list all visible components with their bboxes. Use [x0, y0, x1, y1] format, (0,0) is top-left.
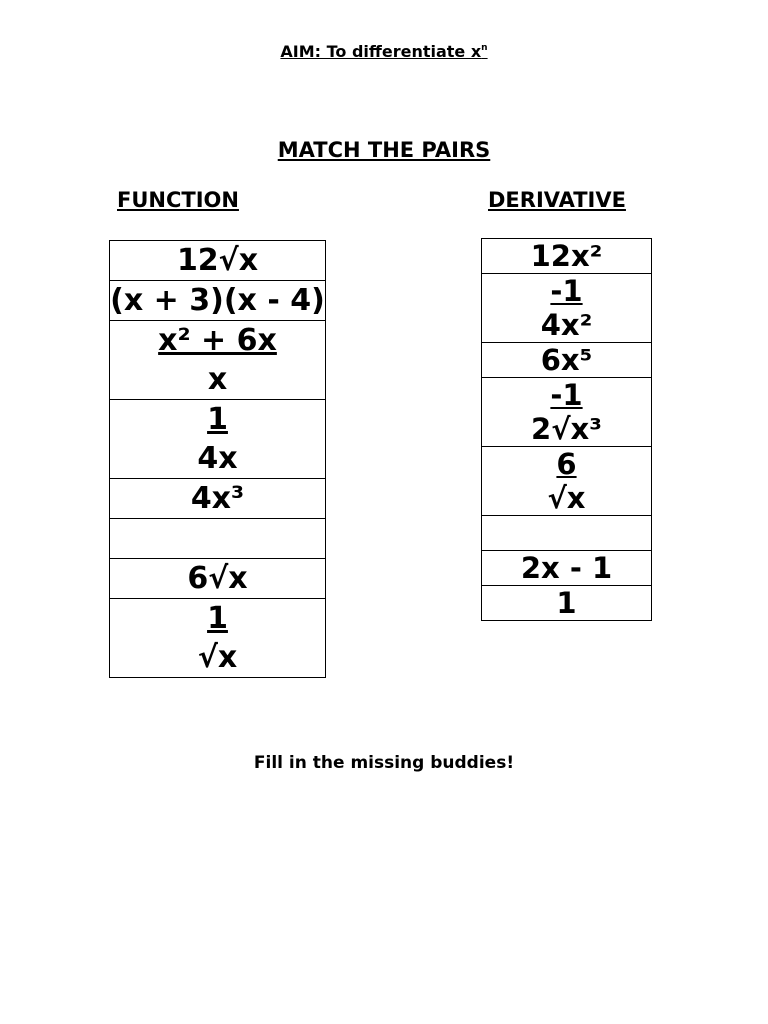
aim-superscript: n	[481, 43, 488, 53]
function-column-heading: FUNCTION	[117, 188, 239, 212]
derivative-denominator: √x	[547, 481, 586, 515]
function-row	[110, 519, 326, 559]
derivative-cell	[482, 586, 652, 621]
derivative-cell	[482, 343, 652, 378]
derivative-text: 2x - 1	[520, 551, 613, 585]
derivative-text: 6x⁵	[540, 343, 593, 377]
derivative-text: 1	[556, 586, 577, 620]
function-denominator: 4x	[197, 441, 238, 476]
function-cell	[110, 281, 326, 321]
derivative-cell	[482, 274, 652, 343]
function-row	[110, 599, 326, 678]
function-table	[109, 240, 326, 678]
derivative-table	[481, 238, 652, 621]
function-cell	[110, 599, 326, 678]
derivative-column-heading: DERIVATIVE	[488, 188, 626, 212]
function-blank-cell	[110, 519, 326, 559]
function-row	[110, 281, 326, 321]
derivative-blank-cell	[482, 516, 652, 551]
derivative-cell	[482, 378, 652, 447]
derivative-numerator: -1	[550, 378, 583, 412]
function-numerator: 1	[207, 601, 228, 636]
derivative-cell	[482, 239, 652, 274]
derivative-denominator: 2√x³	[531, 412, 602, 446]
aim-heading	[0, 42, 768, 61]
function-text: 6√x	[187, 561, 248, 596]
function-row	[110, 241, 326, 281]
derivative-numerator: -1	[550, 274, 583, 308]
derivative-row	[482, 378, 652, 447]
function-text: 12√x	[176, 243, 259, 278]
function-denominator: √x	[197, 640, 238, 675]
derivative-cell	[482, 551, 652, 586]
instruction-text: Fill in the missing buddies!	[253, 753, 515, 773]
derivative-cell	[482, 447, 652, 516]
function-numerator: 1	[207, 402, 228, 437]
derivative-row	[482, 447, 652, 516]
derivative-denominator: 4x²	[540, 308, 593, 342]
function-row	[110, 559, 326, 599]
page-title: MATCH THE PAIRS	[277, 138, 491, 162]
derivative-row	[482, 274, 652, 343]
function-row	[110, 479, 326, 519]
function-cell	[110, 479, 326, 519]
derivative-row	[482, 586, 652, 621]
function-row	[110, 400, 326, 479]
function-cell	[110, 559, 326, 599]
function-denominator: x	[207, 362, 228, 397]
derivative-numerator: 6	[556, 447, 577, 481]
derivative-row	[482, 551, 652, 586]
function-cell	[110, 321, 326, 400]
function-text: (x + 3)(x - 4)	[110, 283, 325, 318]
function-cell	[110, 400, 326, 479]
derivative-row	[482, 516, 652, 551]
derivative-row	[482, 343, 652, 378]
derivative-text: 12x²	[530, 239, 603, 273]
aim-text: AIM: To differentiate x	[280, 42, 482, 61]
function-row	[110, 321, 326, 400]
derivative-row	[482, 239, 652, 274]
function-text: 4x³	[190, 481, 245, 516]
function-numerator: x² + 6x	[158, 323, 277, 358]
function-cell	[110, 241, 326, 281]
